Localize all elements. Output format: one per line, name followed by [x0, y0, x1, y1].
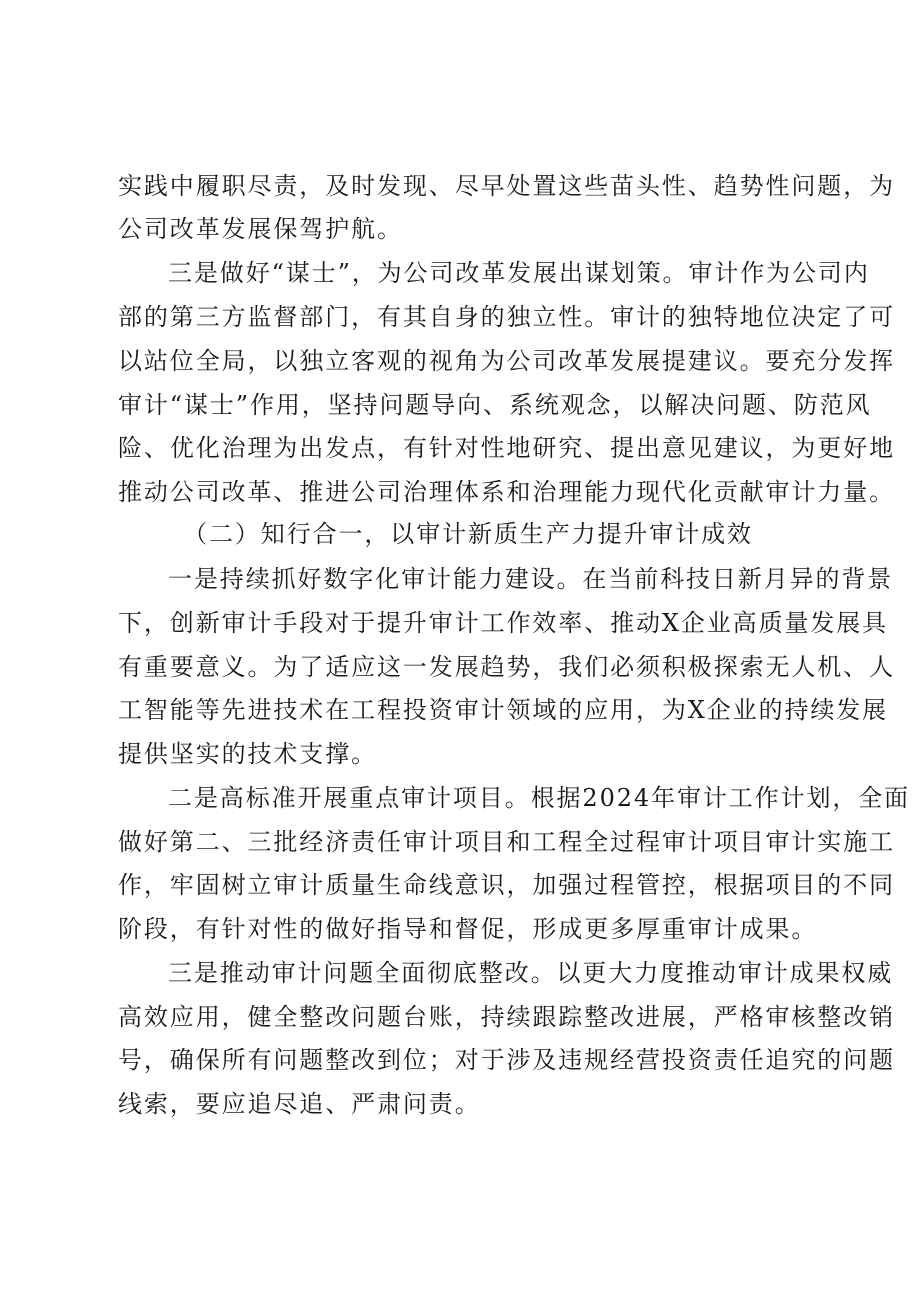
paragraph-line: 阶段，有针对性的做好指导和督促，形成更多厚重审计成果。: [118, 915, 818, 943]
paragraph-line: 作，牢固树立审计质量生命线意识，加强过程管控，根据项目的不同: [118, 871, 895, 899]
paragraph-heading-line: 一是持续抓好数字化审计能力建设。在当前科技日新月异的背景: [168, 565, 894, 593]
paragraph-line: 险、优化治理为出发点，有针对性地研究、提出意见建议，为更好地: [118, 434, 895, 462]
paragraph-line: 做好第二、三批经济责任审计项目和工程全过程审计项目审计实施工: [118, 828, 895, 856]
paragraph-heading-line: 三是做好“谋士”，为公司改革发展出谋划策。审计作为公司内: [168, 259, 870, 287]
paragraph-line: 工智能等先进技术在工程投资审计领域的应用，为X企业的持续发展: [118, 696, 889, 724]
paragraph-line: 实践中履职尽责，及时发现、尽早处置这些苗头性、趋势性问题，为: [118, 172, 895, 200]
paragraph-line: 部的第三方监督部门，有其自身的独立性。审计的独特地位决定了可: [118, 303, 895, 331]
paragraph-heading-line: 三是推动审计问题全面彻底整改。以更大力度推动审计成果权威: [168, 959, 894, 987]
paragraph-line: 线索，要应追尽追、严肃问责。: [118, 1090, 481, 1118]
paragraph-line: 高效应用，健全整改问题台账，持续跟踪整改进展，严格审核整改销: [118, 1003, 895, 1031]
paragraph-line: 号，确保所有问题整改到位；对于涉及违规经营投资责任追究的问题: [118, 1046, 895, 1074]
paragraph-line: 审计“谋士”作用，坚持问题导向、系统观念，以解决问题、防范风: [118, 391, 872, 419]
section-heading: （二）知行合一，以审计新质生产力提升审计成效: [183, 520, 753, 548]
paragraph-heading-line: 二是高标准开展重点审计项目。根据2024年审计工作计划，全面: [168, 784, 911, 812]
paragraph-line: 推动公司改革、推进公司治理体系和治理能力现代化贡献审计力量。: [118, 478, 895, 506]
paragraph-line: 下，创新审计手段对于提升审计工作效率、推动X企业高质量发展具: [118, 609, 889, 637]
paragraph-line: 公司改革发展保驾护航。: [118, 215, 403, 243]
paragraph-line: 提供坚实的技术支撑。: [118, 740, 377, 768]
paragraph-line: 以站位全局，以独立客观的视角为公司改革发展提建议。要充分发挥: [118, 347, 895, 375]
paragraph-line: 有重要意义。为了适应这一发展趋势，我们必须积极探索无人机、人: [118, 653, 895, 681]
